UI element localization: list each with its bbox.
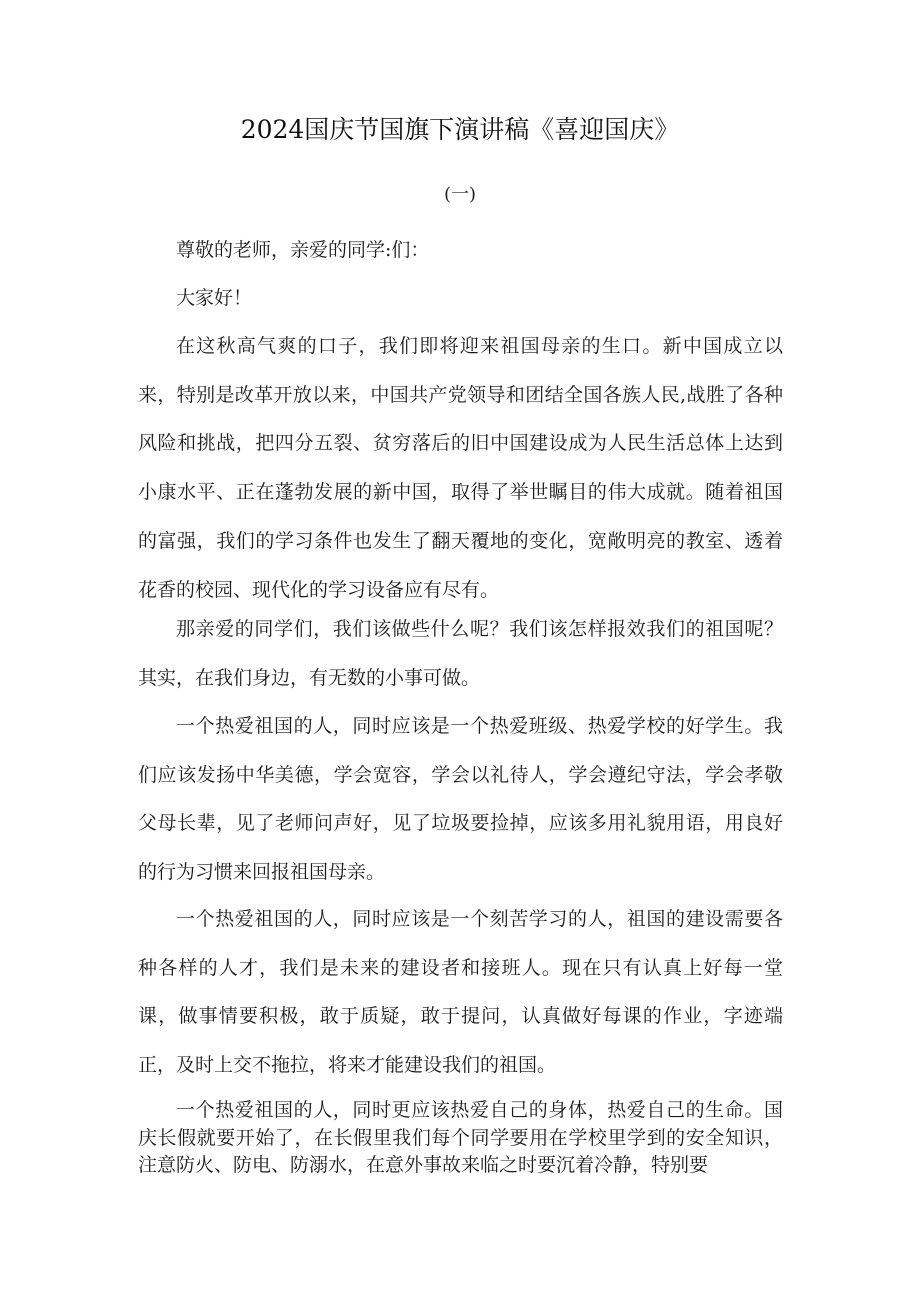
document-title: 2024国庆节国旗下演讲稿《喜迎国庆》 [240,115,680,144]
paragraph-1 [138,322,783,614]
paragraph-5 [138,1097,783,1180]
hello-text: 大家好！ [176,287,253,309]
greeting-paragraph [138,226,783,275]
paragraph-5-text: 一个热爱祖国的人，同时更应该热爱自己的身体，热爱自己的生命。国庆长假就要开始了，在长假里我们每个同学要用在学校里学到的安全知识，注意防火、防电、防溺水，在意外事故来临之时要沉着冷静，特别要 [138,1099,783,1176]
paragraph-3 [138,702,783,897]
paragraph-4-text: 一个热爱祖国的人，同时应该是一个刻苦学习的人，祖国的建设需要各种各样的人才，我们是未来的建设者和接班人。现在只有认真上好每一堂课，做事情要积极，敢于质疑，敢于提问，认真做好每课的作业，字迹端正，及时上交不拖拉，将来才能建设我们的祖国。 [138,908,783,1077]
hello-paragraph [138,274,783,323]
paragraph-4 [138,895,783,1090]
paragraph-3-text: 一个热爱祖国的人，同时应该是一个热爱班级、热爱学校的好学生。我们应该发扬中华美德，学会宽容，学会以礼待人，学会遵纪守法，学会孝敬父母长辈，见了老师问声好，见了垃圾要捡掉，应该多用礼貌用语，用良好的行为习惯来回报祖国母亲。 [138,715,783,884]
section-marker: (一) [443,184,477,205]
paragraph-2-text: 那亲爱的同学们，我们该做些什么呢？我们该怎样报效我们的祖国呢？其实，在我们身边，有无数的小事可做。 [138,618,783,689]
greeting-text: 尊敬的老师，亲爱的同学:们： [176,239,430,261]
paragraph-1-text: 在这秋高气爽的口子，我们即将迎来祖国母亲的生口。新中国成立以来，特别是改革开放以来，中国共产党领导和团结全国各族人民,战胜了各种风险和挑战，把四分五裂、贫穷落后的旧中国建设成为人民生活总体上达到小康水平、正在蓬勃发展的新中国，取得了举世瞩目的伟大成就。随着祖国的富强，我们的学习条件也发生了翻天覆地的变化，宽敞明亮的教室、透着花香的校园、现代化的学习设备应有尽有。 [138,335,783,601]
paragraph-2 [138,605,783,702]
